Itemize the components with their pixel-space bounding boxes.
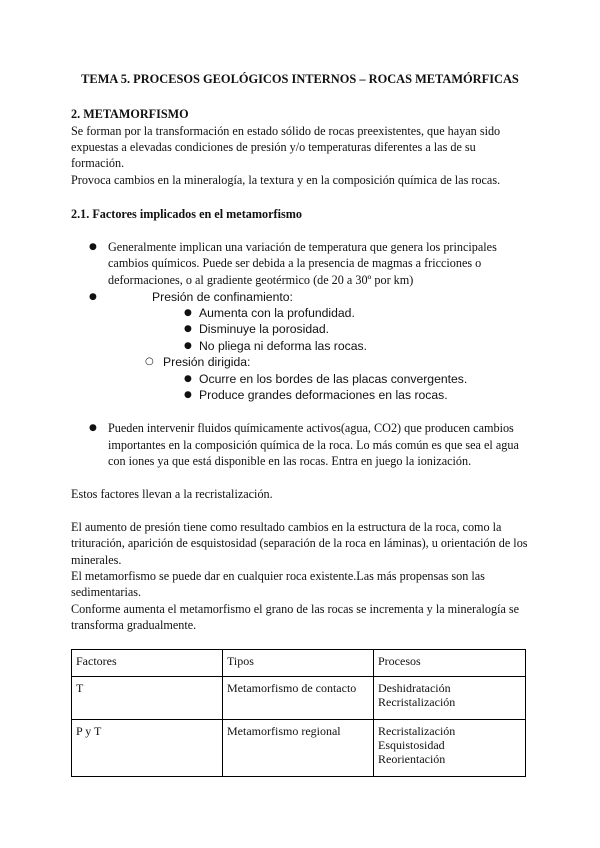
bullet-icon: ●	[89, 292, 97, 302]
table-row	[72, 677, 526, 720]
table-header-cell: Procesos	[374, 650, 526, 677]
bullet-text-line: con iones ya que está disponible en las rocas. Entra en juego la ionización.	[108, 454, 472, 468]
bullet-icon: ●	[184, 324, 192, 334]
process-item: Deshidratación	[378, 681, 451, 695]
bullet-text-line: Generalmente implican una variación de temperatura que genera los principales	[108, 240, 497, 254]
bullet-label: Presión de confinamiento:	[152, 290, 293, 304]
circle-bullet-icon: ○	[145, 356, 154, 367]
bullet-text-line: cambios químicos. Puede ser debida a la presencia de magmas a fricciones o	[108, 256, 482, 270]
table-header-row	[72, 650, 526, 677]
section-heading: 2. METAMORFISMO	[71, 107, 189, 121]
table-cell: T	[72, 677, 223, 720]
sub-bullet-text: Produce grandes deformaciones en las rocas.	[199, 388, 448, 402]
process-item: Recristalización	[378, 724, 456, 738]
paragraph-line: Se forman por la transformación en estado sólido de rocas preexistentes, que hayan sido	[71, 124, 501, 138]
bullet-icon: ●	[184, 341, 192, 351]
sub-bullet-text: Disminuye la porosidad.	[199, 322, 330, 336]
table-cell: P y T	[72, 720, 223, 777]
bullet-icon: ●	[184, 374, 192, 384]
table-cell: Metamorfismo regional	[223, 720, 374, 777]
process-item: Esquistosidad	[378, 738, 445, 752]
paragraph-line: transforma gradualmente.	[71, 618, 197, 632]
sub-label: Presión dirigida:	[163, 355, 251, 369]
paragraph-line: trituración, aparición de esquistosidad (separación de la roca en láminas), u orientación de los	[71, 536, 528, 550]
process-item: Recristalización	[378, 695, 456, 709]
paragraph-line: El aumento de presión tiene como resultado cambios en la estructura de la roca, como la	[71, 520, 502, 534]
table-row	[72, 720, 526, 777]
bullet-text-line: deformaciones, o al gradiente geotérmico (de 20 a 30º por km)	[108, 273, 414, 287]
table-cell	[374, 720, 526, 777]
bullet-icon: ●	[184, 308, 192, 318]
paragraph-line: minerales.	[71, 553, 122, 567]
document-title: TEMA 5. PROCESOS GEOLÓGICOS INTERNOS – ROCAS METAMÓRFICAS	[81, 72, 519, 86]
paragraph-line: Conforme aumenta el metamorfismo el grano de las rocas se incrementa y la mineralogía se	[71, 602, 520, 616]
paragraph-line: Provoca cambios en la mineralogía, la textura y en la composición química de las rocas.	[71, 173, 501, 187]
metamorphism-table	[71, 649, 526, 777]
table-cell	[374, 677, 526, 720]
bullet-icon: ●	[89, 423, 97, 433]
bullet-icon: ●	[184, 390, 192, 400]
bullet-text-line: Pueden intervenir fluidos químicamente activos(agua, CO2) que producen cambios	[108, 421, 514, 435]
paragraph-line: sedimentarias.	[71, 585, 142, 599]
table-header-cell: Factores	[72, 650, 223, 677]
sub-bullet-text: No pliega ni deforma las rocas.	[199, 339, 368, 353]
paragraph-line: formación.	[71, 156, 125, 170]
paragraph-line: expuestas a elevadas condiciones de presión y/o temperaturas diferentes a las de su	[71, 140, 476, 154]
process-item: Reorientación	[378, 752, 446, 766]
bullet-text-line: importantes en la composición química de la roca. Lo más común es que sea el agua	[108, 438, 519, 452]
bullet-icon: ●	[89, 242, 97, 252]
table-cell: Metamorfismo de contacto	[223, 677, 374, 720]
sub-bullet-text: Ocurre en los bordes de las placas convergentes.	[199, 372, 468, 386]
sub-bullet-text: Aumenta con la profundidad.	[199, 306, 355, 320]
paragraph-line: El metamorfismo se puede dar en cualquier roca existente.Las más propensas son las	[71, 569, 485, 583]
paragraph-line: Estos factores llevan a la recristalización.	[71, 487, 273, 501]
subsection-heading: 2.1. Factores implicados en el metamorfismo	[71, 207, 302, 221]
table-header-cell: Tipos	[223, 650, 374, 677]
